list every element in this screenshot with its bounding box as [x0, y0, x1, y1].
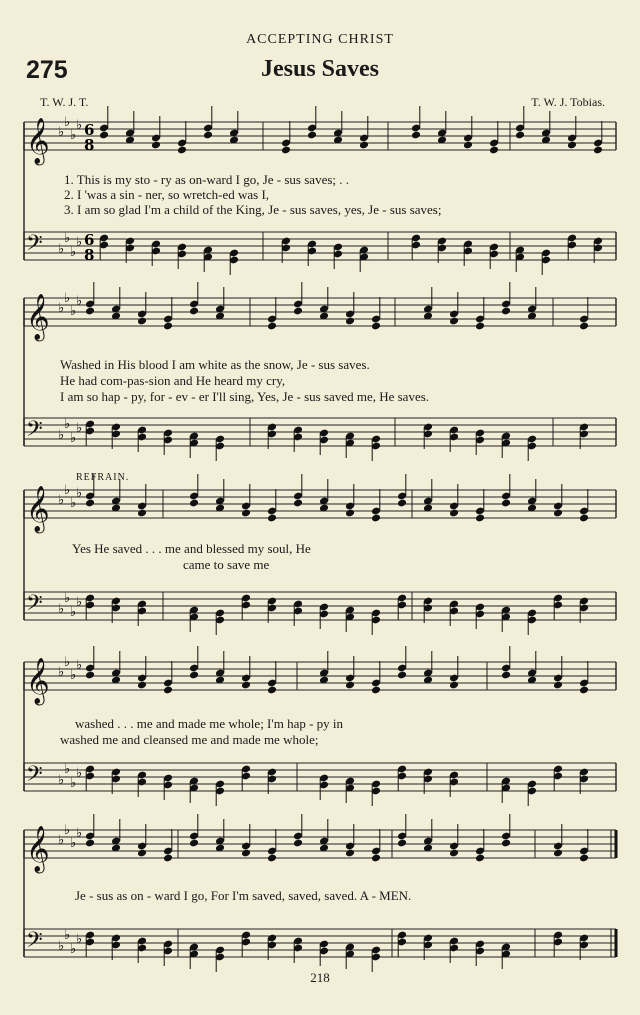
- time-signature: 6: [84, 231, 95, 249]
- hymn-number: 275: [26, 56, 68, 84]
- treble-clef-icon: 𝄞: [26, 658, 50, 704]
- hymn-title: Jesus Saves: [260, 56, 380, 82]
- refrain-line2-alt: washed me and cleansed me and made me whole;: [60, 732, 319, 747]
- svg-text:♭: ♭: [76, 235, 83, 250]
- bass-clef-icon: 𝄢: [26, 591, 43, 621]
- bass-clef-icon: 𝄢: [26, 231, 43, 261]
- page-number: 218: [310, 970, 330, 985]
- svg-text:♭: ♭: [64, 231, 71, 246]
- verse2-line2: He had com-pas-sion and He heard my cry,: [60, 373, 286, 388]
- treble-clef-icon: 𝄞: [26, 118, 50, 164]
- refrain-line1: Yes He saved . . . me and blessed my soul, He: [72, 541, 311, 556]
- section-heading: ACCEPTING CHRIST: [246, 32, 394, 47]
- svg-text:8: 8: [84, 246, 95, 264]
- bass-clef-icon: 𝄢: [26, 762, 43, 792]
- verse1-line2: Washed in His blood I am white as the snow, Je - sus saves.: [60, 357, 370, 372]
- svg-text:♭: ♭: [70, 496, 77, 511]
- svg-text:♭: ♭: [70, 431, 77, 446]
- key-signature-flats: ♭: [58, 602, 65, 617]
- key-signature-flats: ♭: [58, 833, 65, 848]
- refrain-label: REFRAIN.: [76, 472, 130, 483]
- svg-text:♭: ♭: [64, 762, 71, 777]
- svg-text:♭: ♭: [70, 776, 77, 791]
- treble-clef-icon: 𝄞: [26, 294, 50, 340]
- svg-text:♭: ♭: [76, 766, 83, 781]
- svg-text:♭: ♭: [64, 655, 71, 670]
- svg-text:♭: ♭: [76, 595, 83, 610]
- svg-text:8: 8: [84, 136, 95, 154]
- svg-text:♭: ♭: [76, 658, 83, 673]
- key-signature-flats: ♭: [58, 428, 65, 443]
- svg-text:♭: ♭: [76, 118, 83, 133]
- svg-text:♭: ♭: [70, 605, 77, 620]
- svg-text:♭: ♭: [76, 486, 83, 501]
- verse2-line1: 2. I 'was a sin - ner, so wretch-ed was I,: [64, 187, 270, 202]
- key-signature-flats: ♭: [58, 301, 65, 316]
- svg-text:♭: ♭: [76, 932, 83, 947]
- bass-clef-icon: 𝄢: [26, 928, 43, 958]
- key-signature-flats: ♭: [58, 242, 65, 257]
- svg-text:♭: ♭: [70, 304, 77, 319]
- svg-text:♭: ♭: [76, 294, 83, 309]
- words-author: T. W. J. T.: [40, 95, 89, 109]
- treble-clef-icon: 𝄞: [26, 826, 50, 872]
- refrain-line1-alt: came to save me: [183, 557, 270, 572]
- svg-text:♭: ♭: [64, 115, 71, 130]
- svg-text:♭: ♭: [64, 591, 71, 606]
- svg-text:♭: ♭: [70, 668, 77, 683]
- svg-text:♭: ♭: [76, 421, 83, 436]
- bass-clef-icon: 𝄢: [26, 417, 43, 447]
- svg-text:♭: ♭: [70, 836, 77, 851]
- key-signature-flats: ♭: [58, 493, 65, 508]
- verse3-line1: 3. I am so glad I'm a child of the King, Je - sus saves, yes, Je - sus saves;: [64, 202, 442, 217]
- svg-text:♭: ♭: [64, 417, 71, 432]
- svg-text:♭: ♭: [64, 928, 71, 943]
- key-signature-flats: ♭: [58, 773, 65, 788]
- svg-text:♭: ♭: [70, 245, 77, 260]
- refrain-line3: Je - sus as on - ward I go, For I'm saved, saved, saved. A - MEN.: [75, 888, 412, 903]
- verse1-line1: 1. This is my sto - ry as on-ward I go, Je - sus saves; . .: [64, 172, 350, 187]
- time-signature: 6: [84, 121, 95, 139]
- music-composer: T. W. J. Tobias.: [531, 95, 605, 109]
- svg-text:♭: ♭: [70, 128, 77, 143]
- svg-text:♭: ♭: [64, 483, 71, 498]
- key-signature-flats: ♭: [58, 125, 65, 140]
- refrain-line2: washed . . . me and made me whole; I'm hap - py in: [75, 716, 344, 731]
- treble-clef-icon: 𝄞: [26, 486, 50, 532]
- svg-text:♭: ♭: [70, 942, 77, 957]
- svg-text:♭: ♭: [64, 291, 71, 306]
- key-signature-flats: ♭: [58, 939, 65, 954]
- svg-text:♭: ♭: [64, 823, 71, 838]
- verse3-line2: I am so hap - py, for - ev - er I'll sing, Yes, Je - sus saved me, He saves.: [60, 389, 430, 404]
- svg-text:♭: ♭: [76, 826, 83, 841]
- key-signature-flats: ♭: [58, 665, 65, 680]
